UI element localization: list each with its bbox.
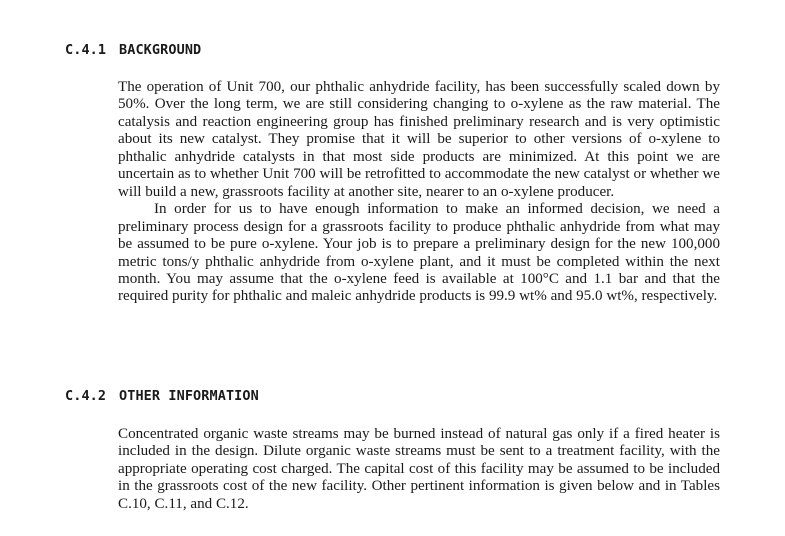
section-title: OTHER INFORMATION [119,388,259,404]
section-heading-background [65,42,201,58]
section-number: C.4.1 [65,42,107,58]
paragraph: In order for us to have enough information to make an informed decision, we need a preliminary process design for a grassroots facility to produce phthalic anhydride from what may be assumed to be pure o-xylene. Your job is to prepare a preliminary design for the new 100,000 metric tons/y phthalic anhydride from o-xylene plant, and it must be completed within the next month. You may assume that the o-xylene feed is available at 100°C and 1.1 bar and that the required purity for phthalic and maleic anhydride products is 99.9 wt% and 95.0 wt%, respectively. [118,201,720,305]
section-body-background [118,79,720,306]
section-number: C.4.2 [65,388,107,404]
section-title: BACKGROUND [119,42,202,58]
paragraph: The operation of Unit 700, our phthalic anhydride facility, has been successfully scaled down by 50%. Over the long term, we are still considering changing to o-xylene as the raw material. The catalysis and reaction engineering group has finished preliminary research and is very optimistic about its new catalyst. They promise that it will be superior to other versions of o-xylene to phthalic anhydride catalysts in that most side products are minimized. At this point we are uncertain as to whether Unit 700 will be retrofitted to accommodate the new catalyst or whether we will build a new, grassroots facility at another site, nearer to an o-xylene producer. [118,79,720,200]
section-heading-other-information [65,388,259,404]
section-body-other-information [118,426,720,513]
paragraph: Concentrated organic waste streams may be burned instead of natural gas only if a fired heater is included in the design. Dilute organic waste streams must be sent to a treatment facility, with the appropriate operating cost charged. The capital cost of this facility may be assumed to be included in the grassroots cost of the new facility. Other pertinent information is given below and in Tables C.10, C.11, and C.12. [118,426,720,512]
